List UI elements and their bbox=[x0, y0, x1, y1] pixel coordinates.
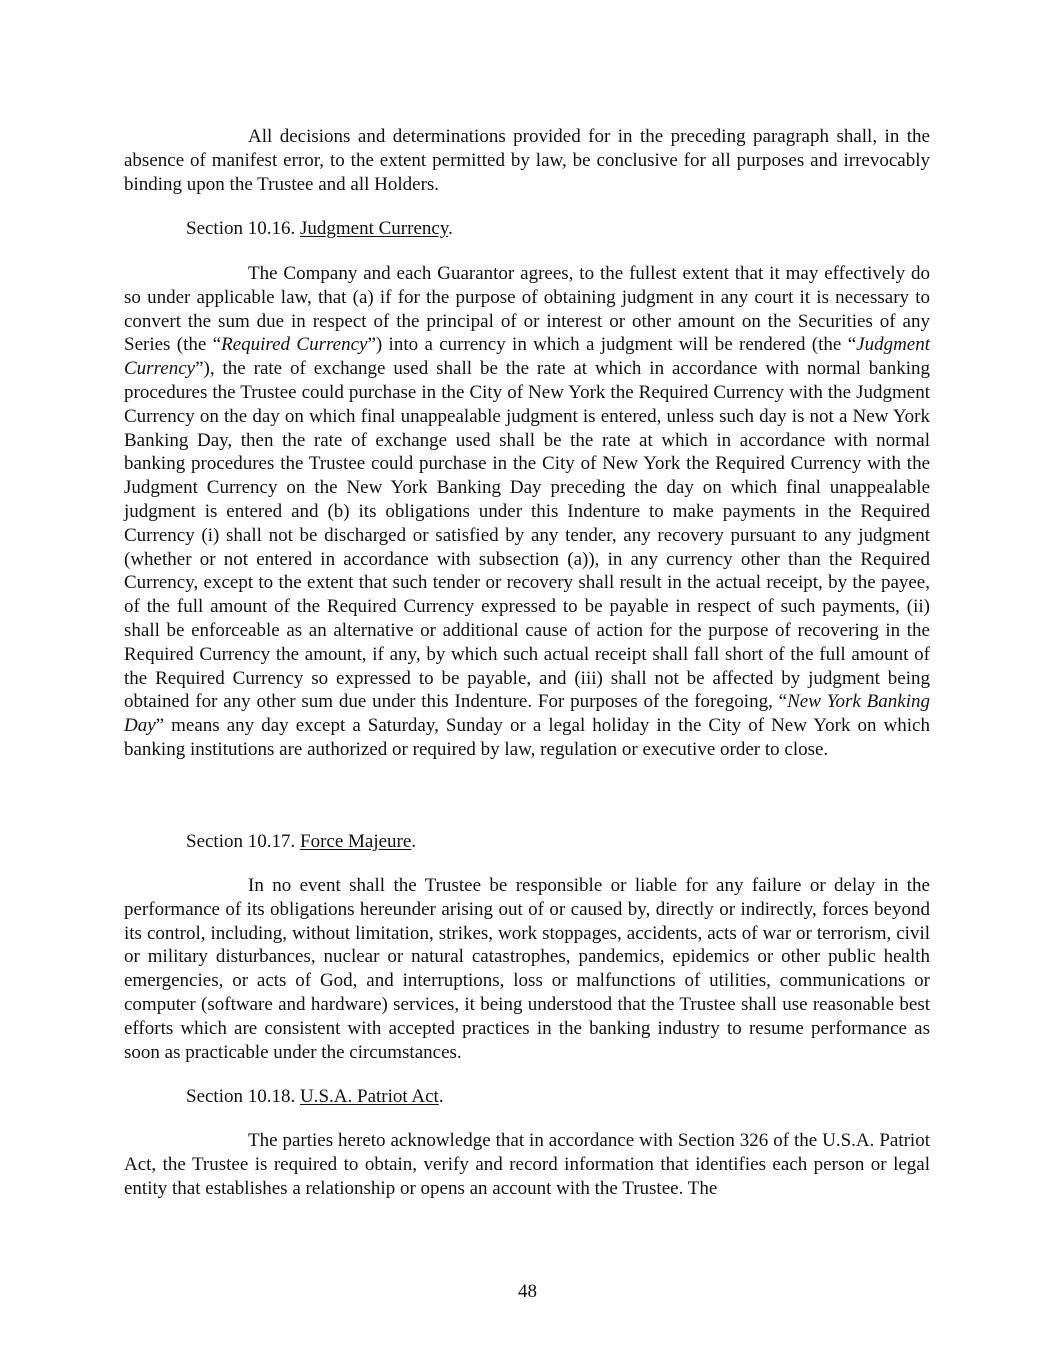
page-number: 48 bbox=[518, 1281, 537, 1302]
paragraph-determinations: All decisions and determinations provided for in the preceding paragraph shall, in the absence of manifest error, to the extent permitted by law, be conclusive for all purposes and irrevocably binding upon the Trustee and all Holders. bbox=[124, 126, 930, 195]
section-title: U.S.A. Patriot Act bbox=[300, 1086, 439, 1107]
defined-term-judgment-currency: Judgment Currency bbox=[124, 334, 931, 380]
defined-term-required-currency: Required Currency bbox=[221, 334, 368, 356]
section-title: Force Majeure bbox=[300, 831, 412, 852]
paragraph-force-majeure: In no event shall the Trustee be responsible or liable for any failure or delay in the performance of its obligations hereunder arising out of or caused by, directly or indirectly, forces beyond its control, including, without limitation, strikes, work stoppages, accidents, acts of war or terrorism, civil or military disturbances, nuclear or natural catastrophes, pandemics, epidemics or other public health emergencies, or acts of God, and interruptions, loss or malfunctions of utilities, communications or computer (software and hardware) services, it being understood that the Trustee shall use reasonable best efforts which are consistent with accepted practices in the banking industry to resume performance as soon as practicable under the circumstances. bbox=[124, 875, 930, 1063]
section-heading-10-17: Section 10.17. Force Majeure. bbox=[186, 831, 417, 852]
paragraph-judgment-currency: The Company and each Guarantor agrees, to the fullest extent that it may effectively do so under applicable law, that (a) if for the purpose of obtaining judgment in any court it is necessary to convert the sum due in respect of the principal of or interest or other amount on the Securities of any Series (the “Required Currency”) into a currency in which a judgment will be rendered (the “Judgment Currency”), the rate of exchange used shall be the rate at which in accordance with normal banking procedures the Trustee could purchase in the City of New York the Required Currency with the Judgment Currency on the day on which final unappealable judgment is entered, unless such day is not a New York Banking Day, then the rate of exchange used shall be the rate at which in accordance with normal banking procedures the Trustee could purchase in the City of New York the Required Currency with the Judgment Currency on the New York Banking Day preceding the day on which final unappealable judgment is entered and (b) its obligations under this Indenture to make payments in the Required Currency (i) shall not be discharged or satisfied by any tender, any recovery pursuant to any judgment (whether or not entered in accordance with subsection (a)), in any currency other than the Required Currency, except to the extent that such tender or recovery shall result in the actual receipt, by the payee, of the full amount of the Required Currency expressed to be payable in respect of such payments, (ii) shall be enforceable as an alternative or additional cause of action for the purpose of recovering in the Required Currency the amount, if any, by which such actual receipt shall fall short of the full amount of the Required Currency so expressed to be payable, and (iii) shall not be affected by judgment being obtained for any other sum due under this Indenture. For purposes of the foregoing, “New York Banking Day” means any day except a Saturday, Sunday or a legal holiday in the City of New York on which banking institutions are authorized or required by law, regulation or executive order to close. bbox=[124, 263, 931, 760]
defined-term-new-york-banking-day: New York Banking Day bbox=[124, 691, 931, 737]
section-heading-10-18: Section 10.18. U.S.A. Patriot Act. bbox=[186, 1086, 444, 1107]
section-number: Section 10.17. bbox=[186, 831, 296, 852]
paragraph-patriot-act: The parties hereto acknowledge that in accordance with Section 326 of the U.S.A. Patriot Act, the Trustee is required to obtain, verify and record information that identifies each person or legal entity that establishes a relationship or opens an account with the Trustee. The bbox=[124, 1130, 930, 1199]
section-heading-10-16: Section 10.16. Judgment Currency. bbox=[186, 218, 453, 239]
section-title: Judgment Currency bbox=[300, 218, 449, 239]
section-number: Section 10.16. bbox=[186, 218, 296, 239]
section-number: Section 10.18. bbox=[186, 1086, 296, 1107]
